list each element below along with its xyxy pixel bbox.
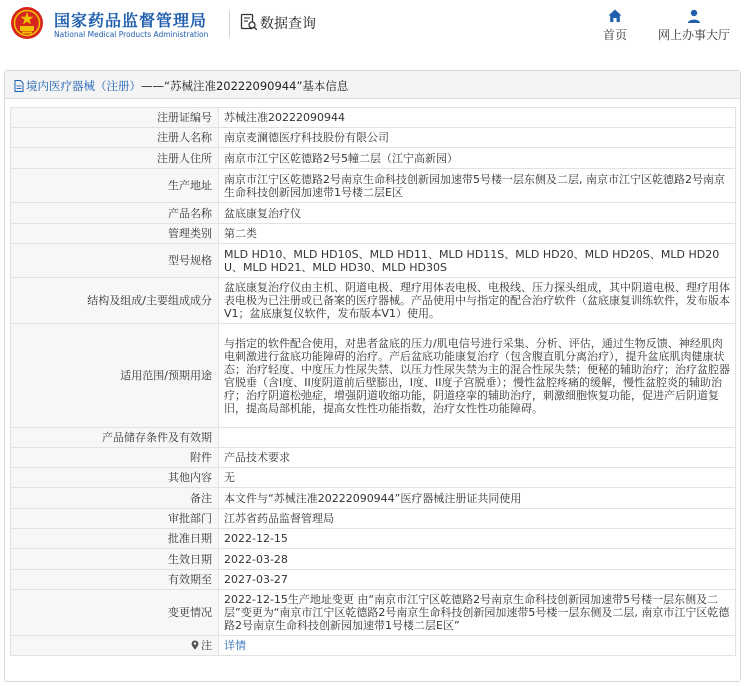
nav-office-label: 网上办事大厅 (657, 28, 730, 42)
org-name-cn[interactable]: 国家药品监督管理局 (54, 11, 208, 30)
row-label: 管理类别 (11, 224, 219, 244)
row-label: 注 (201, 639, 212, 652)
table-row (11, 549, 736, 570)
row-value: 南京市江宁区乾德路2号5幢二层（江宁高新园） (219, 148, 736, 169)
row-value: 南京麦澜德医疗科技股份有限公司 (219, 128, 736, 148)
table-row (11, 509, 736, 529)
table-row (11, 148, 736, 169)
site-header (0, 0, 745, 48)
row-value: 产品技术要求 (219, 448, 736, 468)
row-label: 生产地址 (11, 169, 219, 203)
org-name-en: National Medical Products Administration (54, 30, 209, 39)
table-row (11, 128, 736, 148)
info-table (10, 107, 736, 656)
row-label: 结构及组成/主要组成成分 (11, 278, 219, 324)
row-label: 备注 (11, 488, 219, 509)
table-row (11, 324, 736, 428)
row-label: 注册人名称 (11, 128, 219, 148)
row-label: 产品名称 (11, 203, 219, 224)
row-label: 产品储存条件及有效期 (11, 428, 219, 448)
row-value (219, 428, 736, 448)
row-value: 第二类 (219, 224, 736, 244)
row-value: 苏械注准20222090944 (219, 108, 736, 128)
row-value: 无 (219, 468, 736, 488)
row-value: MLD HD10、MLD HD10S、MLD HD11、MLD HD11S、MLD HD20、MLD HD20S、MLD HD20U、MLD HD21、MLD HD30、MLD HD30S (219, 244, 736, 278)
table-row (11, 244, 736, 278)
row-value: 2027-03-27 (219, 570, 736, 590)
row-value: 2022-03-28 (219, 549, 736, 570)
row-label: 批准日期 (11, 529, 219, 549)
table-row (11, 636, 736, 656)
row-value: 盆底康复治疗仪由主机、阴道电极、理疗用体表电极、电极线、压力探头组成，其中阴道电极、理疗用体表电极为已注册或已备案的医疗器械。产品使用中与指定的配合治疗软件（盆底康复训练软件，发布版本V1；盆底康复仪软件，发布版本V1）使用。 (219, 278, 736, 324)
row-value: 与指定的软件配合使用，对患者盆底的压力/肌电信号进行采集、分析、评估，通过生物反馈、神经肌肉电刺激进行盆底功能障碍的治疗。产后盆底功能康复治疗（包含腹直肌分离治疗），提升盆底肌肉健康状态；治疗轻度、中度压力性尿失禁、以压力性尿失禁为主的混合性尿失禁；便秘的辅助治疗；治疗盆腔器官脱垂（含I度、II度阴道前后壁膨出，I度、II度子宫脱垂）；慢性盆腔疼痛的缓解，慢性盆腔炎的辅助治疗；治疗阴道松弛症，增强阴道收缩功能，阴道痉挛的辅助治疗，刺激细胞恢复功能，促进产后阴道复旧，提高局部机能，提高女性性功能指数，治疗女性性功能障碍。 (219, 324, 736, 428)
data-query-title[interactable]: 数据查询 (260, 16, 316, 32)
table-row (11, 590, 736, 636)
row-value: 盆底康复治疗仪 (219, 203, 736, 224)
pin-icon (191, 640, 199, 650)
row-label: 变更情况 (11, 590, 219, 636)
row-label: 审批部门 (11, 509, 219, 529)
panel-title-text: ——“苏械注准20222090944”基本信息 (141, 79, 349, 93)
document-icon (14, 80, 24, 92)
table-row (11, 278, 736, 324)
row-value: 江苏省药品监督管理局 (219, 509, 736, 529)
row-label: 注册证编号 (11, 108, 219, 128)
table-row (11, 488, 736, 509)
home-icon (607, 8, 623, 24)
row-label: 注册人住所 (11, 148, 219, 169)
table-row (11, 203, 736, 224)
table-row (11, 570, 736, 590)
panel-title (5, 71, 740, 99)
national-emblem-icon (10, 6, 44, 40)
row-value: 2022-12-15生产地址变更 由“南京市江宁区乾德路2号南京生命科技创新园加速带5号楼一层东侧及二层”变更为“南京市江宁区乾德路2号南京生命科技创新园加速带5号楼一层东侧及二层, 南京市江宁区乾德路2号南京生命科技创新园加速带1号楼二层E区” (219, 590, 736, 636)
note-value-cell (219, 636, 736, 656)
registration-info-panel (4, 70, 741, 682)
table-row (11, 108, 736, 128)
row-value: 南京市江宁区乾德路2号南京生命科技创新园加速带5号楼一层东侧及二层, 南京市江宁区乾德路2号南京生命科技创新园加速带1号楼二层E区 (219, 169, 736, 203)
table-row (11, 448, 736, 468)
row-label: 适用范围/预期用途 (11, 324, 219, 428)
category-link[interactable]: 境内医疗器械（注册） (26, 79, 141, 93)
table-row (11, 468, 736, 488)
note-label-cell (11, 636, 219, 656)
detail-link[interactable]: 详情 (224, 639, 246, 652)
row-label: 其他内容 (11, 468, 219, 488)
row-label: 型号规格 (11, 244, 219, 278)
row-value: 本文件与“苏械注准20222090944”医疗器械注册证共同使用 (219, 488, 736, 509)
row-label: 生效日期 (11, 549, 219, 570)
nav-online-office[interactable] (646, 8, 742, 43)
table-row (11, 224, 736, 244)
row-value: 2022-12-15 (219, 529, 736, 549)
nav-home-label: 首页 (602, 28, 627, 42)
data-query-icon (240, 13, 258, 31)
row-label: 附件 (11, 448, 219, 468)
table-row (11, 529, 736, 549)
table-row (11, 169, 736, 203)
user-icon (686, 8, 702, 24)
row-label: 有效期至 (11, 570, 219, 590)
table-row (11, 428, 736, 448)
header-divider (229, 11, 230, 37)
